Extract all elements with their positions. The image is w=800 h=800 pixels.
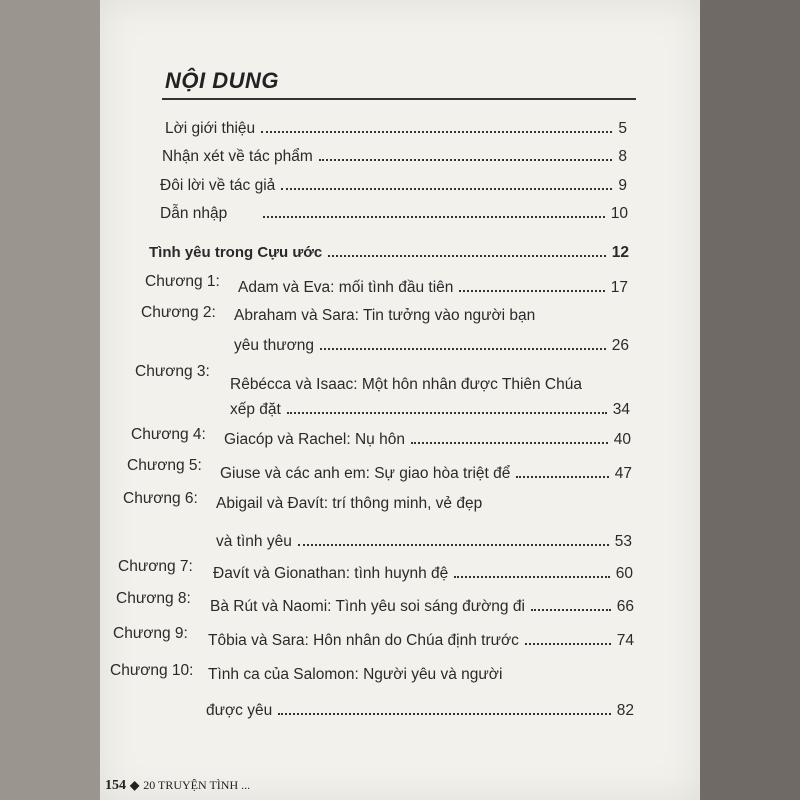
toc-entry-page: 8 <box>618 148 627 165</box>
toc-chapter <box>208 632 634 650</box>
chapter-title: Abigail và Đavít: trí thông minh, vẻ đẹp <box>216 495 483 512</box>
toc-entry-page: 10 <box>610 205 628 222</box>
leader-dots <box>454 576 610 578</box>
page-footer <box>105 778 250 794</box>
toc-chapter <box>206 702 634 720</box>
chapter-page: 26 <box>611 337 629 354</box>
toc-chapter <box>230 401 630 419</box>
leader-dots <box>320 348 606 350</box>
leader-dots <box>261 131 612 133</box>
toc-entry <box>162 148 627 166</box>
footer-running-title: 20 TRUYỆN TÌNH ... <box>143 778 251 792</box>
toc-section-page: 12 <box>611 244 629 261</box>
toc-chapter <box>216 533 632 551</box>
chapter-title: Adam và Eva: mối tình đầu tiên <box>238 279 454 296</box>
leader-dots <box>278 713 611 715</box>
chapter-title: Rêbécca và Isaac: Một hôn nhân được Thiên Chúa <box>230 376 582 393</box>
chapter-page: 40 <box>613 431 631 448</box>
chapter-title: Đavít và Gionathan: tình huynh đệ <box>213 565 449 582</box>
chapter-title: Tình ca của Salomon: Người yêu và người <box>208 666 503 683</box>
chapter-page: 53 <box>614 533 632 550</box>
background-left <box>0 0 100 800</box>
chapter-title-continued: yêu thương <box>234 337 315 354</box>
toc-chapter <box>220 465 632 483</box>
chapter-page: 66 <box>616 598 634 615</box>
chapter-number: Chương 3: <box>135 363 210 380</box>
leader-dots <box>281 188 612 190</box>
toc-chapter <box>234 337 629 355</box>
toc-entry-label: Dẫn nhập <box>160 205 228 222</box>
toc-entry-label: Nhận xét về tác phẩm <box>162 148 313 165</box>
chapter-number: Chương 6: <box>123 490 198 507</box>
leader-dots <box>516 476 608 478</box>
background-right <box>700 0 800 800</box>
chapter-page: 60 <box>615 565 633 582</box>
chapter-title: Bà Rút và Naomi: Tình yêu soi sáng đường đi <box>210 598 525 615</box>
toc-entry-label: Lời giới thiệu <box>165 120 256 137</box>
chapter-number: Chương 8: <box>116 590 191 607</box>
chapter-number: Chương 1: <box>145 273 220 290</box>
page-title: NỘI DUNG <box>165 68 279 93</box>
chapter-number: Chương 4: <box>131 426 206 443</box>
chapter-number: Chương 10: <box>110 662 194 679</box>
chapter-page: 82 <box>616 702 634 719</box>
leader-dots <box>531 609 611 611</box>
chapter-number: Chương 9: <box>113 625 188 642</box>
footer-page-number: 154 <box>105 778 126 793</box>
diamond-icon: ◆ <box>130 778 140 792</box>
toc-section-label: Tình yêu trong Cựu ước <box>149 244 323 261</box>
toc-section <box>149 244 629 262</box>
toc-chapter <box>213 565 633 583</box>
chapter-page: 74 <box>616 632 634 649</box>
toc-chapter <box>238 279 628 297</box>
chapter-title: Tôbia và Sara: Hôn nhân do Chúa định trước <box>208 632 519 649</box>
leader-dots <box>263 216 605 218</box>
chapter-page: 34 <box>612 401 630 418</box>
leader-dots <box>328 255 606 257</box>
chapter-number: Chương 5: <box>127 457 202 474</box>
leader-dots <box>287 412 607 414</box>
toc-entry-page: 9 <box>618 177 627 194</box>
leader-dots <box>525 643 611 645</box>
toc-chapter <box>224 431 631 449</box>
title-rule <box>162 98 636 100</box>
toc-entry-page: 5 <box>618 120 627 137</box>
chapter-title-continued: xếp đặt <box>230 401 281 418</box>
leader-dots <box>319 159 613 161</box>
chapter-page: 47 <box>614 465 632 482</box>
chapter-title-continued: và tình yêu <box>216 533 292 550</box>
chapter-title-continued: được yêu <box>206 702 273 719</box>
chapter-page: 17 <box>610 279 628 296</box>
chapter-title: Giuse và các anh em: Sự giao hòa triệt để <box>220 465 511 482</box>
leader-dots <box>459 290 604 292</box>
chapter-number: Chương 7: <box>118 558 193 575</box>
leader-dots <box>298 544 609 546</box>
toc-entry <box>165 120 627 138</box>
toc-entry <box>160 205 628 223</box>
toc-entry <box>160 177 627 195</box>
chapter-title: Abraham và Sara: Tin tưởng vào người bạn <box>234 307 536 324</box>
toc-chapter <box>210 598 634 616</box>
toc-entry-label: Đôi lời về tác giả <box>160 177 276 194</box>
chapter-title: Giacóp và Rachel: Nụ hôn <box>224 431 405 448</box>
leader-dots <box>411 442 608 444</box>
chapter-number: Chương 2: <box>141 304 216 321</box>
